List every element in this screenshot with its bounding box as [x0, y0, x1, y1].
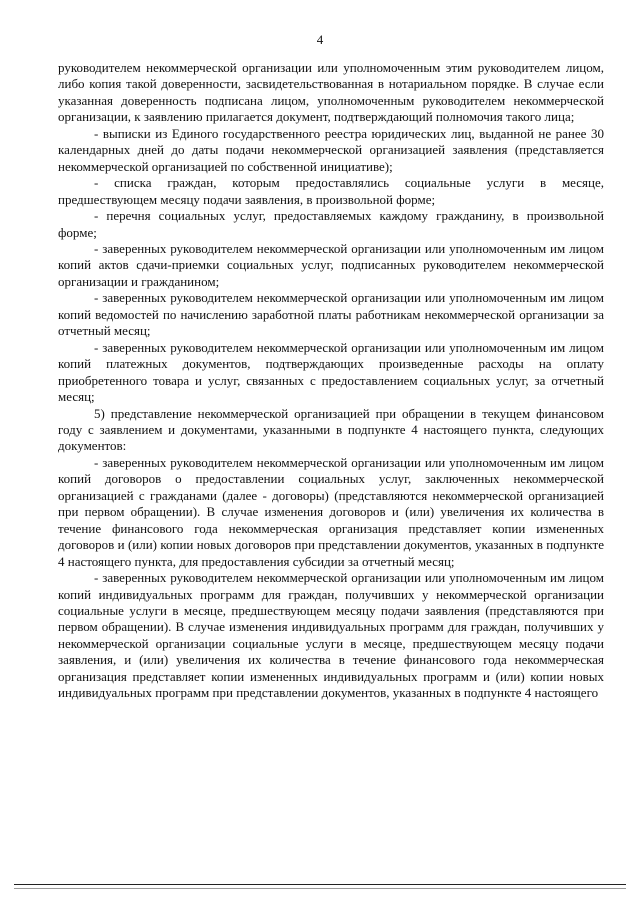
paragraph-item-5: 5) представление некоммерческой организацией при обращении в текущем финансовом году с заявлением и документами, указанными в подпункте 4 настоящего пункта, следующих документов:: [58, 405, 604, 454]
page-number: 4: [316, 32, 324, 47]
paragraph-individual-programs: - заверенных руководителем некоммерческой организации или уполномоченным им лицом копий индивидуальных программ для граждан, получивших у некоммерческой организации социальные услуги в месяце, предшествующем месяцу подачи заявления (представляются при первом обращении). В случае изменения индивидуальных программ для граждан, получивших у некоммерческой организации социальные услуги в месяце, предшествующем месяцу подачи заявления, и (или) увеличения их количества в течение финансового года некоммерческая организация представляет копии измененных индивидуальных программ и (или) копии новых индивидуальных программ при представлении документов, указанных в подпункте 4 настоящего: [58, 570, 604, 701]
bottom-divider-secondary: [14, 888, 626, 889]
paragraph-services-list: - перечня социальных услуг, предоставляемых каждому гражданину, в произвольной форме;: [58, 208, 604, 240]
bottom-divider: [14, 884, 626, 885]
paragraph-continuation: руководителем некоммерческой организации или уполномоченным этим руководителем лицом, либо копия такой доверенности, засвидетельствованная в нотариальном порядке. В случае если указанная доверенность подписана лицом, уполномоченным руководителем некоммерческой организации, к заявлению прилагается документ, подтверждающий полномочия такого лица;: [58, 60, 604, 125]
paragraph-egrul-extract: - выписки из Единого государственного реестра юридических лиц, выданной не ранее 30 календарных дней до даты подачи некоммерческой организацией заявления (представляется некоммерческой организацией по собственной инициативе);: [58, 125, 604, 174]
paragraph-citizens-list: - списка граждан, которым предоставлялись социальные услуги в месяце, предшествующем месяцу подачи заявления, в произвольной форме;: [58, 175, 604, 207]
paragraph-payroll-sheets: - заверенных руководителем некоммерческой организации или уполномоченным им лицом копий ведомостей по начислению заработной платы работникам некоммерческой организации за отчетный месяц;: [58, 290, 604, 339]
document-body: [58, 60, 604, 702]
paragraph-payment-documents: - заверенных руководителем некоммерческой организации или уполномоченным им лицом копий платежных документов, подтверждающих произведенные расходы на оплату приобретенного товара и услуг, связанных с предоставлением социальных услуг, за отчетный месяц;: [58, 339, 604, 405]
paragraph-contracts: - заверенных руководителем некоммерческой организации или уполномоченным им лицом копий договоров о предоставлении социальных услуг, заключенных некоммерческой организацией с гражданами (далее - договоры) (представляются некоммерческой организацией при первом обращении). В случае изменения договоров и (или) увеличения их количества в течение финансового года некоммерческая организация представляет копии измененных договоров и (или) копии новых договоров при представлении документов, указанных в подпункте 4 настоящего пункта, для предоставления субсидии за отчетный месяц;: [58, 454, 604, 569]
paragraph-acceptance-acts: - заверенных руководителем некоммерческой организации или уполномоченным им лицом копий актов сдачи-приемки социальных услуг, подписанных руководителем некоммерческой организации и гражданином;: [58, 240, 604, 289]
